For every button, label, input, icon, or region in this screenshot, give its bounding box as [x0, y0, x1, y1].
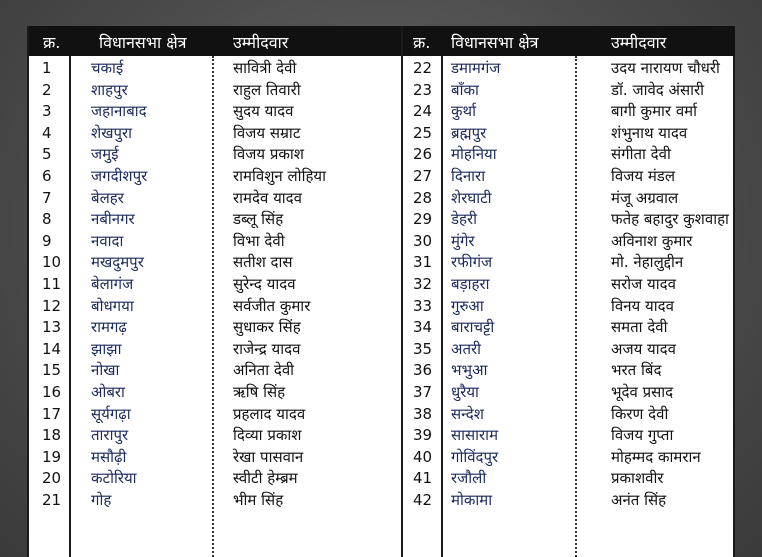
row-number: 34 — [413, 318, 433, 337]
row-number: 31 — [413, 253, 433, 272]
row-number: 36 — [413, 361, 433, 380]
table-row — [29, 274, 401, 296]
constituency-name: बोधगया — [91, 296, 134, 315]
constituency-name: बाराचट्टी — [451, 318, 495, 337]
header-num: क्र. — [43, 33, 61, 52]
constituency-name: सासाराम — [451, 426, 499, 445]
constituency-name: जहानाबाद — [91, 102, 147, 121]
candidate-name: अजय यादव — [611, 339, 676, 358]
table-row — [29, 166, 401, 188]
header-constituency: विधानसभा क्षेत्र — [99, 33, 187, 52]
table-row — [403, 123, 735, 145]
constituency-name: रफीगंज — [451, 253, 493, 272]
candidate-name: सर्वजीत कुमार — [233, 296, 311, 315]
table-row — [29, 490, 401, 512]
constituency-name: मोहनिया — [451, 145, 497, 164]
constituency-name: कुर्था — [451, 102, 476, 121]
row-number: 20 — [42, 469, 62, 488]
candidate-name: विजय सम्राट — [233, 123, 301, 142]
constituency-name: रामगढ़ — [91, 318, 127, 337]
table-left-half — [29, 26, 401, 557]
row-number: 13 — [42, 318, 62, 337]
table-rows-left — [29, 58, 401, 511]
table-row — [29, 144, 401, 166]
candidate-name: सुदय यादव — [233, 102, 294, 121]
constituency-name: बेलहर — [91, 188, 124, 207]
candidate-name: मो. नेहालुद्दीन — [611, 253, 684, 272]
constituency-name: डेहरी — [451, 210, 478, 229]
constituency-name: गोह — [91, 490, 112, 509]
candidate-name: संगीता देवी — [611, 145, 671, 164]
constituency-name: जमुई — [91, 145, 119, 164]
candidate-name: अनंत सिंह — [611, 490, 667, 509]
candidate-name: डब्लू सिंह — [233, 210, 284, 229]
row-number: 35 — [413, 339, 433, 358]
constituency-name: गुरुआ — [451, 296, 484, 315]
row-number: 37 — [413, 382, 433, 401]
constituency-name: डमामगंज — [451, 59, 501, 77]
candidate-name: सरोज यादव — [611, 274, 676, 293]
constituency-name: नवादा — [91, 231, 124, 250]
table-rows-right — [403, 58, 735, 511]
candidate-name: बागी कुमार वर्मा — [611, 102, 698, 121]
candidate-name: सावित्री देवी — [233, 59, 297, 77]
constituency-name: शेखपुरा — [91, 123, 133, 142]
row-number: 14 — [42, 339, 62, 358]
table-row — [29, 404, 401, 426]
row-number: 29 — [413, 210, 433, 229]
candidate-name: समता देवी — [611, 318, 668, 337]
candidate-name: सतीश दास — [233, 253, 293, 272]
table-row — [403, 382, 735, 404]
constituency-name: ब्रह्मपुर — [451, 123, 487, 142]
table-row — [403, 166, 735, 188]
row-number: 10 — [42, 253, 62, 272]
table-row — [403, 425, 735, 447]
candidate-name: भरत बिंद — [611, 361, 662, 380]
candidate-name: फतेह बहादुर कुशवाहा — [611, 210, 729, 229]
table-row — [29, 317, 401, 339]
constituency-name: शाहपुर — [91, 80, 128, 99]
row-number: 16 — [42, 382, 62, 401]
candidate-name: विजय प्रकाश — [233, 145, 304, 164]
candidate-name: प्रकाशवीर — [611, 469, 664, 488]
candidate-table — [27, 26, 735, 557]
table-row — [403, 468, 735, 490]
constituency-name: मुंगेर — [451, 231, 475, 250]
candidate-name: भूदेव प्रसाद — [611, 382, 674, 401]
table-row — [403, 80, 735, 102]
table-row — [403, 274, 735, 296]
candidate-name: ऋषि सिंह — [233, 382, 286, 401]
candidate-name: मंजू अग्रवाल — [611, 188, 679, 207]
table-row — [403, 404, 735, 426]
row-number: 38 — [413, 404, 433, 423]
row-number: 25 — [413, 123, 433, 142]
table-row — [29, 252, 401, 274]
constituency-name: झाझा — [91, 339, 122, 358]
table-row — [29, 339, 401, 361]
candidate-name: दिव्या प्रकाश — [233, 426, 302, 445]
table-row — [403, 296, 735, 318]
table-right-half — [401, 26, 735, 557]
row-number: 26 — [413, 145, 433, 164]
row-number: 39 — [413, 426, 433, 445]
constituency-name: बड़ाहरा — [451, 274, 490, 293]
candidate-name: प्रहलाद यादव — [233, 404, 306, 423]
table-row — [403, 58, 735, 80]
table-row — [29, 296, 401, 318]
row-number: 6 — [42, 166, 52, 185]
row-number: 5 — [42, 145, 52, 164]
constituency-name: बाँका — [451, 80, 479, 99]
constituency-name: जगदीशपुर — [91, 166, 148, 185]
constituency-name: नोखा — [91, 361, 120, 380]
header-candidate: उम्मीदवार — [611, 33, 667, 52]
row-number: 18 — [42, 426, 62, 445]
row-number: 21 — [42, 490, 62, 509]
candidate-name: राजेन्द्र यादव — [233, 339, 301, 358]
table-row — [403, 339, 735, 361]
table-row — [29, 231, 401, 253]
row-number: 30 — [413, 231, 433, 250]
candidate-name: रामदेव यादव — [233, 188, 302, 207]
constituency-name: मोकामा — [451, 490, 493, 509]
row-number: 4 — [42, 123, 52, 142]
constituency-name: गोविंदपुर — [451, 447, 499, 466]
candidate-name: किरण देवी — [611, 404, 669, 423]
candidate-name: स्वीटी हेम्ब्रम — [233, 469, 298, 488]
table-row — [403, 360, 735, 382]
constituency-name: रजौली — [451, 469, 487, 488]
table-row — [403, 490, 735, 512]
table-row — [403, 188, 735, 210]
candidate-name: अनिता देवी — [233, 361, 295, 380]
row-number: 42 — [413, 490, 433, 509]
constituency-name: धुरैया — [451, 382, 479, 401]
constituency-name: कटोरिया — [91, 469, 137, 488]
row-number: 2 — [42, 80, 52, 99]
row-number: 22 — [413, 59, 433, 77]
row-number: 32 — [413, 274, 433, 293]
table-header-right — [403, 26, 735, 56]
constituency-name: अतरी — [451, 339, 482, 358]
candidate-name: विभा देवी — [233, 231, 285, 250]
header-constituency: विधानसभा क्षेत्र — [451, 33, 539, 52]
table-row — [29, 447, 401, 469]
row-number: 17 — [42, 404, 62, 423]
constituency-name: सूर्यगढ़ा — [91, 404, 131, 423]
candidate-name: डॉ. जावेद अंसारी — [611, 80, 705, 99]
row-number: 40 — [413, 447, 433, 466]
row-number: 9 — [42, 231, 52, 250]
row-number: 33 — [413, 296, 433, 315]
table-row — [403, 317, 735, 339]
candidate-name: रेखा पासवान — [233, 447, 304, 466]
table-row — [403, 231, 735, 253]
table-row — [29, 58, 401, 80]
table-row — [403, 101, 735, 123]
table-row — [29, 123, 401, 145]
row-number: 15 — [42, 361, 62, 380]
candidate-name: विनय यादव — [611, 296, 674, 315]
table-row — [29, 101, 401, 123]
candidate-name: मोहम्मद कामरान — [611, 447, 701, 466]
constituency-name: सन्देश — [451, 404, 484, 423]
table-row — [29, 209, 401, 231]
candidate-name: सुरेन्द यादव — [233, 274, 296, 293]
candidate-name: रामविशुन लोहिया — [233, 166, 326, 185]
row-number: 3 — [42, 102, 52, 121]
constituency-name: ओबरा — [91, 382, 125, 401]
table-row — [403, 252, 735, 274]
table-row — [29, 360, 401, 382]
header-num: क्र. — [413, 33, 431, 52]
constituency-name: दिनारा — [451, 166, 486, 185]
candidate-name: विजय मंडल — [611, 166, 675, 185]
candidate-name: सुधाकर सिंह — [233, 318, 301, 337]
row-number: 41 — [413, 469, 433, 488]
constituency-name: नबीनगर — [91, 210, 135, 229]
row-number: 7 — [42, 188, 52, 207]
table-row — [29, 382, 401, 404]
row-number: 27 — [413, 166, 433, 185]
candidate-name: विजय गुप्ता — [611, 426, 674, 445]
table-row — [403, 144, 735, 166]
table-row — [403, 447, 735, 469]
row-number: 8 — [42, 210, 52, 229]
row-number: 23 — [413, 80, 433, 99]
header-candidate: उम्मीदवार — [233, 33, 289, 52]
table-header-left — [29, 26, 401, 56]
table-row — [29, 468, 401, 490]
row-number: 24 — [413, 102, 433, 121]
table-row — [29, 188, 401, 210]
row-number: 1 — [42, 59, 52, 77]
candidate-name: शंभुनाथ यादव — [611, 123, 688, 142]
constituency-name: मसौढ़ी — [91, 447, 127, 466]
constituency-name: मखदुमपुर — [91, 253, 144, 272]
constituency-name: शेरघाटी — [451, 188, 492, 207]
constituency-name: तारापुर — [91, 426, 129, 445]
row-number: 12 — [42, 296, 62, 315]
constituency-name: भभुआ — [451, 361, 488, 380]
table-row — [29, 425, 401, 447]
candidate-name: राहुल तिवारी — [233, 80, 301, 99]
constituency-name: बेलागंज — [91, 274, 134, 293]
row-number: 11 — [42, 274, 62, 293]
candidate-name: भीम सिंह — [233, 490, 284, 509]
candidate-name: अविनाश कुमार — [611, 231, 693, 250]
row-number: 28 — [413, 188, 433, 207]
table-row — [29, 80, 401, 102]
candidate-name: उदय नारायण चौधरी — [611, 59, 720, 77]
row-number: 19 — [42, 447, 62, 466]
constituency-name: चकाई — [91, 59, 124, 77]
table-row — [403, 209, 735, 231]
